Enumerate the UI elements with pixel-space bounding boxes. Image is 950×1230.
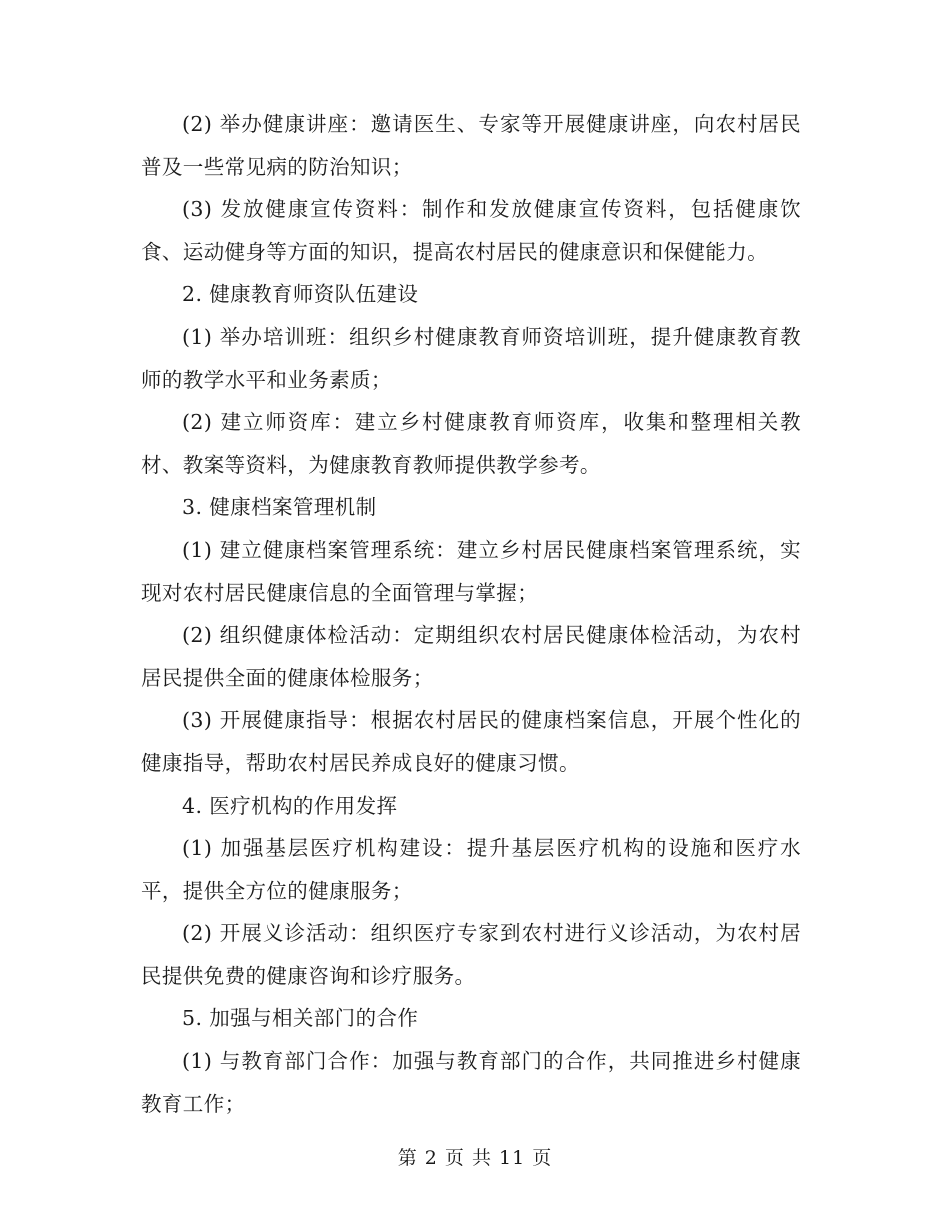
paragraph: (2) 建立师资库：建立乡村健康教育师资库，收集和整理相关教材、教案等资料，为健康教育教师提供教学参考。 (141, 410, 801, 477)
paragraph: (1) 举办培训班：组织乡村健康教育师资培训班，提升健康教育教师的教学水平和业务素质； (141, 324, 801, 392)
paragraph: (2) 组织健康体检活动：定期组织农村居民健康体检活动，为农村居民提供全面的健康体检服务； (141, 623, 801, 690)
paragraph: (1) 加强基层医疗机构建设：提升基层医疗机构的设施和医疗水平，提供全方位的健康服务； (141, 836, 801, 903)
paragraph: (3) 开展健康指导：根据农村居民的健康档案信息，开展个性化的健康指导，帮助农村居民养成良好的健康习惯。 (141, 708, 801, 775)
section-heading: 5. 加强与相关部门的合作 (182, 1006, 419, 1031)
paragraph: (1) 建立健康档案管理系统：建立乡村居民健康档案管理系统，实现对农村居民健康信息的全面管理与掌握； (141, 537, 801, 605)
paragraph: (2) 开展义诊活动：组织医疗专家到农村进行义诊活动，为农村居民提供免费的健康咨询和诊疗服务。 (141, 921, 801, 988)
section-heading: 4. 医疗机构的作用发挥 (182, 793, 398, 818)
paragraph: (1) 与教育部门合作：加强与教育部门的合作，共同推进乡村健康教育工作； (141, 1049, 801, 1116)
section-heading: 3. 健康档案管理机制 (182, 495, 377, 520)
section-heading: 2. 健康教育师资队伍建设 (182, 282, 419, 307)
page-number-footer: 第 2 页 共 11 页 (397, 1147, 553, 1169)
document-body (141, 103, 801, 1125)
paragraph: (2) 举办健康讲座：邀请医生、专家等开展健康讲座，向农村居民普及一些常见病的防治知识； (141, 112, 801, 179)
paragraph: (3) 发放健康宣传资料：制作和发放健康宣传资料，包括健康饮食、运动健身等方面的知识，提高农村居民的健康意识和保健能力。 (141, 197, 801, 264)
